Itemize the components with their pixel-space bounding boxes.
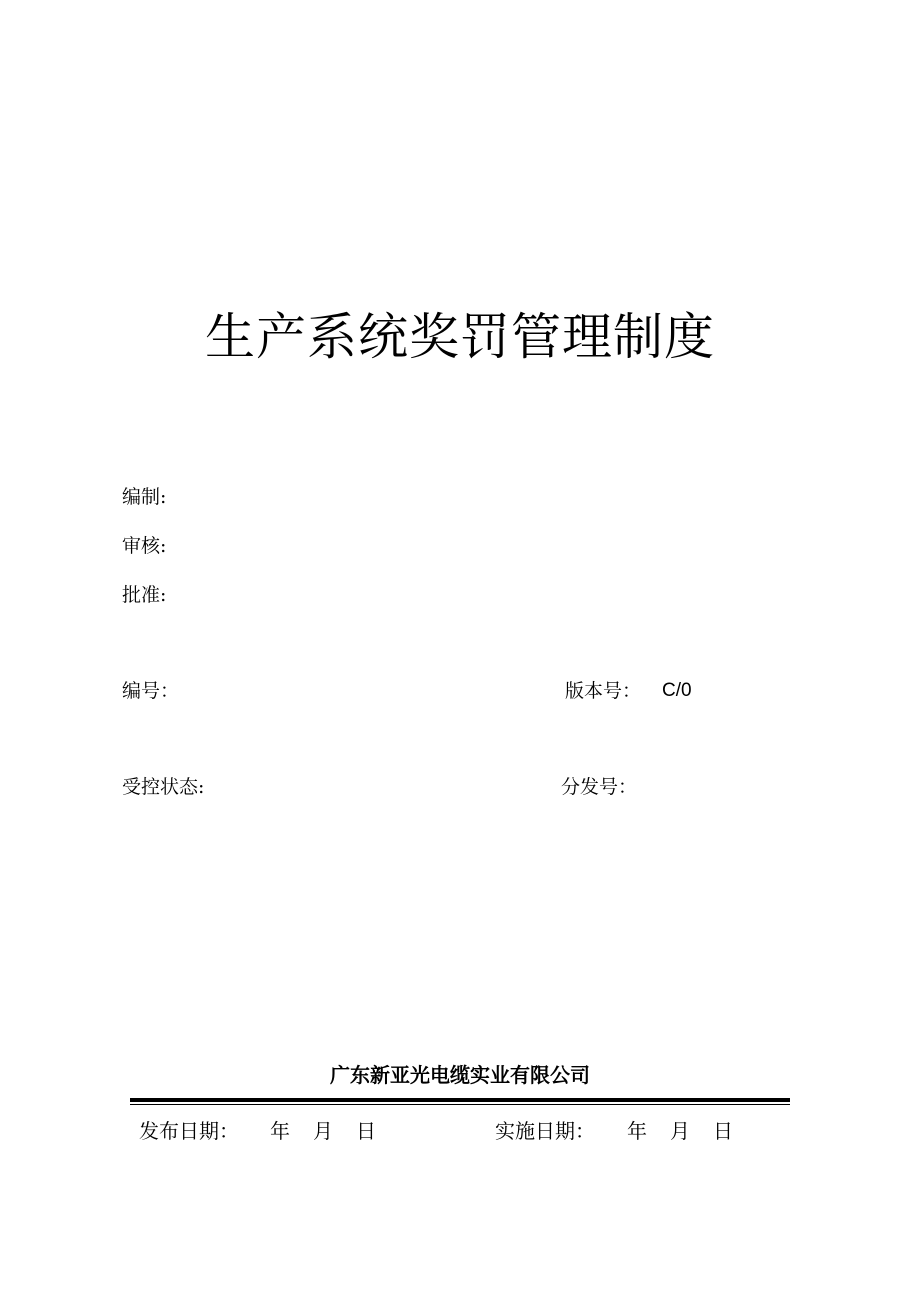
version-value: C/0 <box>662 680 692 701</box>
footer-divider-thin <box>130 1104 790 1105</box>
distribution-number-label: 分发号： <box>561 776 638 798</box>
footer-divider-thick <box>130 1098 790 1102</box>
implement-date-label: 实施日期： <box>495 1119 595 1143</box>
implement-month-unit: 月 <box>670 1119 690 1143</box>
implement-day-unit: 日 <box>713 1119 733 1143</box>
issue-year-unit: 年 <box>270 1119 290 1143</box>
doc-number-label: 编号： <box>122 680 180 702</box>
issue-day-unit: 日 <box>356 1119 376 1143</box>
implement-year-unit: 年 <box>627 1119 647 1143</box>
company-name: 广东新亚光电缆实业有限公司 <box>330 1063 590 1087</box>
compiled-by-label: 编制: <box>122 486 167 508</box>
control-status-label: 受控状态: <box>122 776 205 798</box>
issue-month-unit: 月 <box>313 1119 333 1143</box>
reviewed-by-label: 审核: <box>122 535 167 557</box>
version-label: 版本号： <box>565 680 642 702</box>
issue-date-label: 发布日期： <box>139 1119 239 1143</box>
approved-by-label: 批准: <box>122 584 167 606</box>
document-title: 生产系统奖罚管理制度 <box>205 308 715 366</box>
